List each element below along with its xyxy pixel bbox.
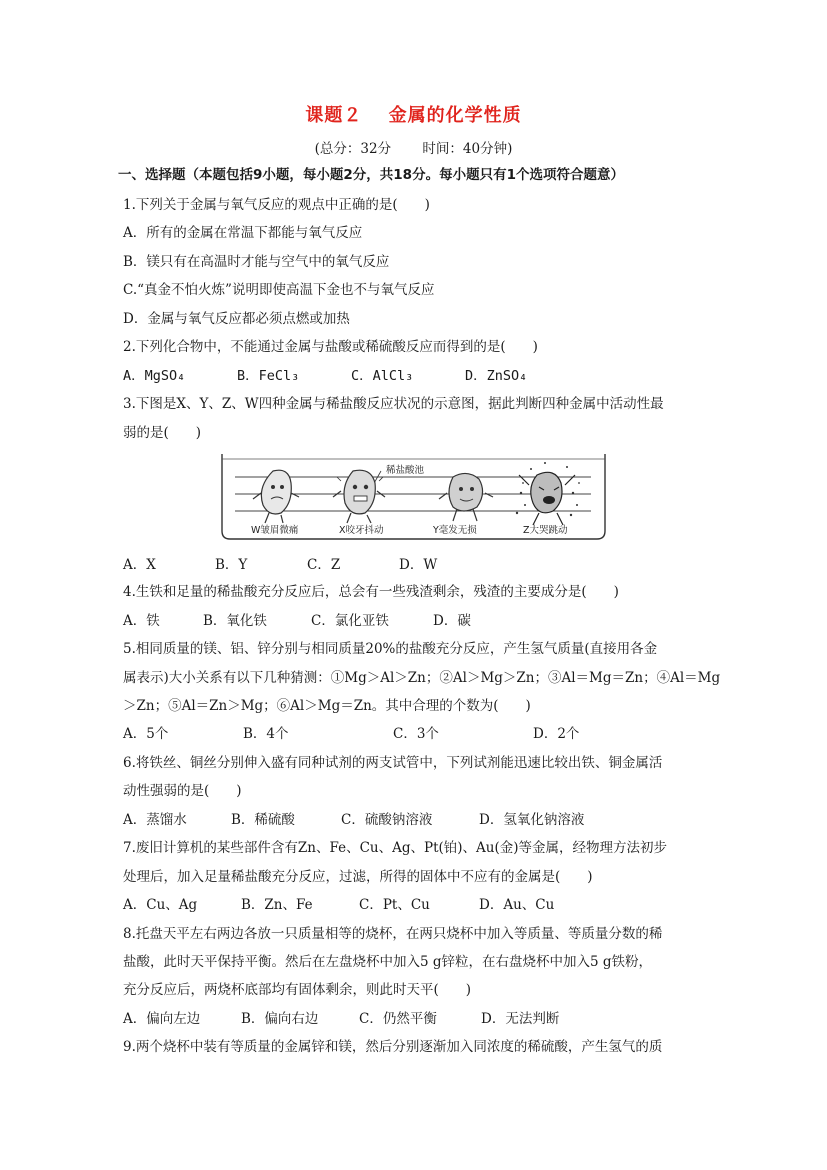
question-4-option-c: C．氯化亚铁 [311, 613, 389, 629]
acid-pool-figure [221, 453, 606, 541]
question-3-option-c: C．Z [307, 557, 341, 573]
question-6-option-c: C．硫酸钠溶液 [341, 812, 433, 828]
question-5-option-b: B．4个 [243, 726, 289, 742]
figure-label-z: Z大哭跳动 [523, 525, 568, 536]
page-title: 课题２ 金属的化学性质 [305, 105, 522, 126]
question-8-option-c: C．仍然平衡 [359, 1011, 437, 1027]
question-3-option-d: D．W [399, 557, 438, 573]
question-9-stem: 9.两个烧杯中装有等质量的金属锌和镁，然后分别逐渐加入同浓度的稀硫酸，产生氢气的质 [123, 1039, 663, 1055]
question-4-option-a: A．铁 [123, 613, 160, 629]
question-3-options [123, 556, 683, 574]
question-2-option-b: B．FeCl₃ [237, 368, 300, 384]
question-2-option-c: C．AlCl₃ [351, 368, 414, 384]
question-7-stem-line-1: 7.废旧计算机的某些部件含有Zn、Fe、Cu、Ag、Pt(铂)、Au(金)等金属，经物理方法初步 [123, 840, 668, 856]
question-6-option-d: D．氢氧化钠溶液 [479, 812, 585, 828]
question-3-option-a: A．X [123, 557, 156, 573]
question-4-option-b: B．氧化铁 [203, 613, 267, 629]
question-8-option-b: B．偏向右边 [241, 1011, 319, 1027]
question-5-option-d: D．2个 [533, 726, 580, 742]
metal-z-figure [516, 462, 580, 525]
exam-info: (总分：32分 时间：40分钟) [314, 141, 513, 157]
figure-label-w: W皱眉微痛 [251, 525, 299, 536]
question-6-option-a: A．蒸馏水 [123, 812, 187, 828]
question-7-option-c: C．Pt、Cu [359, 897, 430, 913]
figure-label-y: Y毫发无损 [433, 525, 477, 536]
question-4-option-d: D．碳 [433, 613, 471, 629]
question-5-option-a: A．5个 [123, 726, 169, 742]
question-2-stem: 2.下列化合物中，不能通过金属与盐酸或稀硫酸反应而得到的是( ) [123, 339, 538, 355]
question-2-options [123, 367, 683, 385]
question-7-option-a: A．Cu、Ag [123, 897, 198, 913]
metal-w-figure [253, 470, 299, 523]
question-2-option-d: D．ZnSO₄ [465, 368, 528, 384]
question-1-option-b: B．镁只有在高温时才能与空气中的氧气反应 [123, 254, 390, 270]
question-7-option-d: D．Au、Cu [479, 897, 555, 913]
question-1-stem: 1.下列关于金属与氧气反应的观点中正确的是( ) [123, 197, 430, 213]
question-5-options [123, 725, 683, 743]
question-5-stem-line-1: 5.相同质量的镁、铝、锌分别与相同质量20%的盐酸充分反应，产生氢气质量(直接用各金 [123, 641, 658, 657]
question-8-stem-line-1: 8.托盘天平左右两边各放一只质量相等的烧杯，在两只烧杯中加入等质量、等质量分数的稀 [123, 926, 663, 942]
section-heading: 一、选择题（本题包括9小题，每小题2分，共18分。每小题只有1个选项符合题意） [118, 167, 624, 183]
question-6-option-b: B．稀硫酸 [231, 812, 295, 828]
question-4-stem: 4.生铁和足量的稀盐酸充分反应后，总会有一些残渣剩余，残渣的主要成分是( ) [123, 584, 619, 600]
question-3-stem-line-2: 弱的是( ) [123, 425, 202, 441]
question-5-option-c: C．3个 [393, 726, 439, 742]
question-1-option-d: D．金属与氧气反应都必须点燃或加热 [123, 311, 350, 327]
question-2-option-a: A．MgSO₄ [123, 368, 186, 384]
metal-y-figure [439, 473, 493, 521]
question-1-option-c: C.“真金不怕火炼”说明即使高温下金也不与氧气反应 [123, 282, 435, 298]
question-8-stem-line-3: 充分反应后，两烧杯底部均有固体剩余，则此时天平( ) [123, 982, 472, 998]
question-7-options [123, 896, 683, 914]
question-8-options [123, 1010, 683, 1028]
question-1-option-a: A．所有的金属在常温下都能与氧气反应 [123, 225, 363, 241]
question-4-options [123, 612, 683, 630]
question-6-stem-line-2: 动性强弱的是( ) [123, 783, 242, 799]
figure-label-x: X咬牙抖动 [339, 525, 384, 536]
question-5-stem-line-2: 属表示)大小关系有以下几种猜测：①Mg＞Al＞Zn；②Al＞Mg＞Zn；③Al＝Mg＝Zn；④Al＝Mg [123, 670, 721, 686]
question-8-option-a: A．偏向左边 [123, 1011, 201, 1027]
question-6-stem-line-1: 6.将铁丝、铜丝分别伸入盛有同种试剂的两支试管中，下列试剂能迅速比较出铁、铜金属活 [123, 755, 663, 771]
question-3-option-b: B．Y [215, 557, 248, 573]
question-7-stem-line-2: 处理后，加入足量稀盐酸充分反应，过滤，所得的固体中不应有的金属是( ) [123, 869, 593, 885]
question-8-option-d: D．无法判断 [481, 1011, 560, 1027]
question-8-stem-line-2: 盐酸，此时天平保持平衡。然后在左盘烧杯中加入5 g锌粒，在右盘烧杯中加入5 g铁粉， [123, 954, 653, 970]
question-5-stem-line-3: ＞Zn；⑤Al＝Zn＞Mg；⑥Al＞Mg＝Zn。其中合理的个数为( ) [123, 698, 531, 714]
question-7-option-b: B．Zn、Fe [241, 897, 313, 913]
question-6-options [123, 811, 683, 829]
question-3-stem-line-1: 3.下图是X、Y、Z、W四种金属与稀盐酸反应状况的示意图，据此判断四种金属中活动性最 [123, 396, 664, 412]
pool-label: 稀盐酸池 [386, 465, 425, 476]
